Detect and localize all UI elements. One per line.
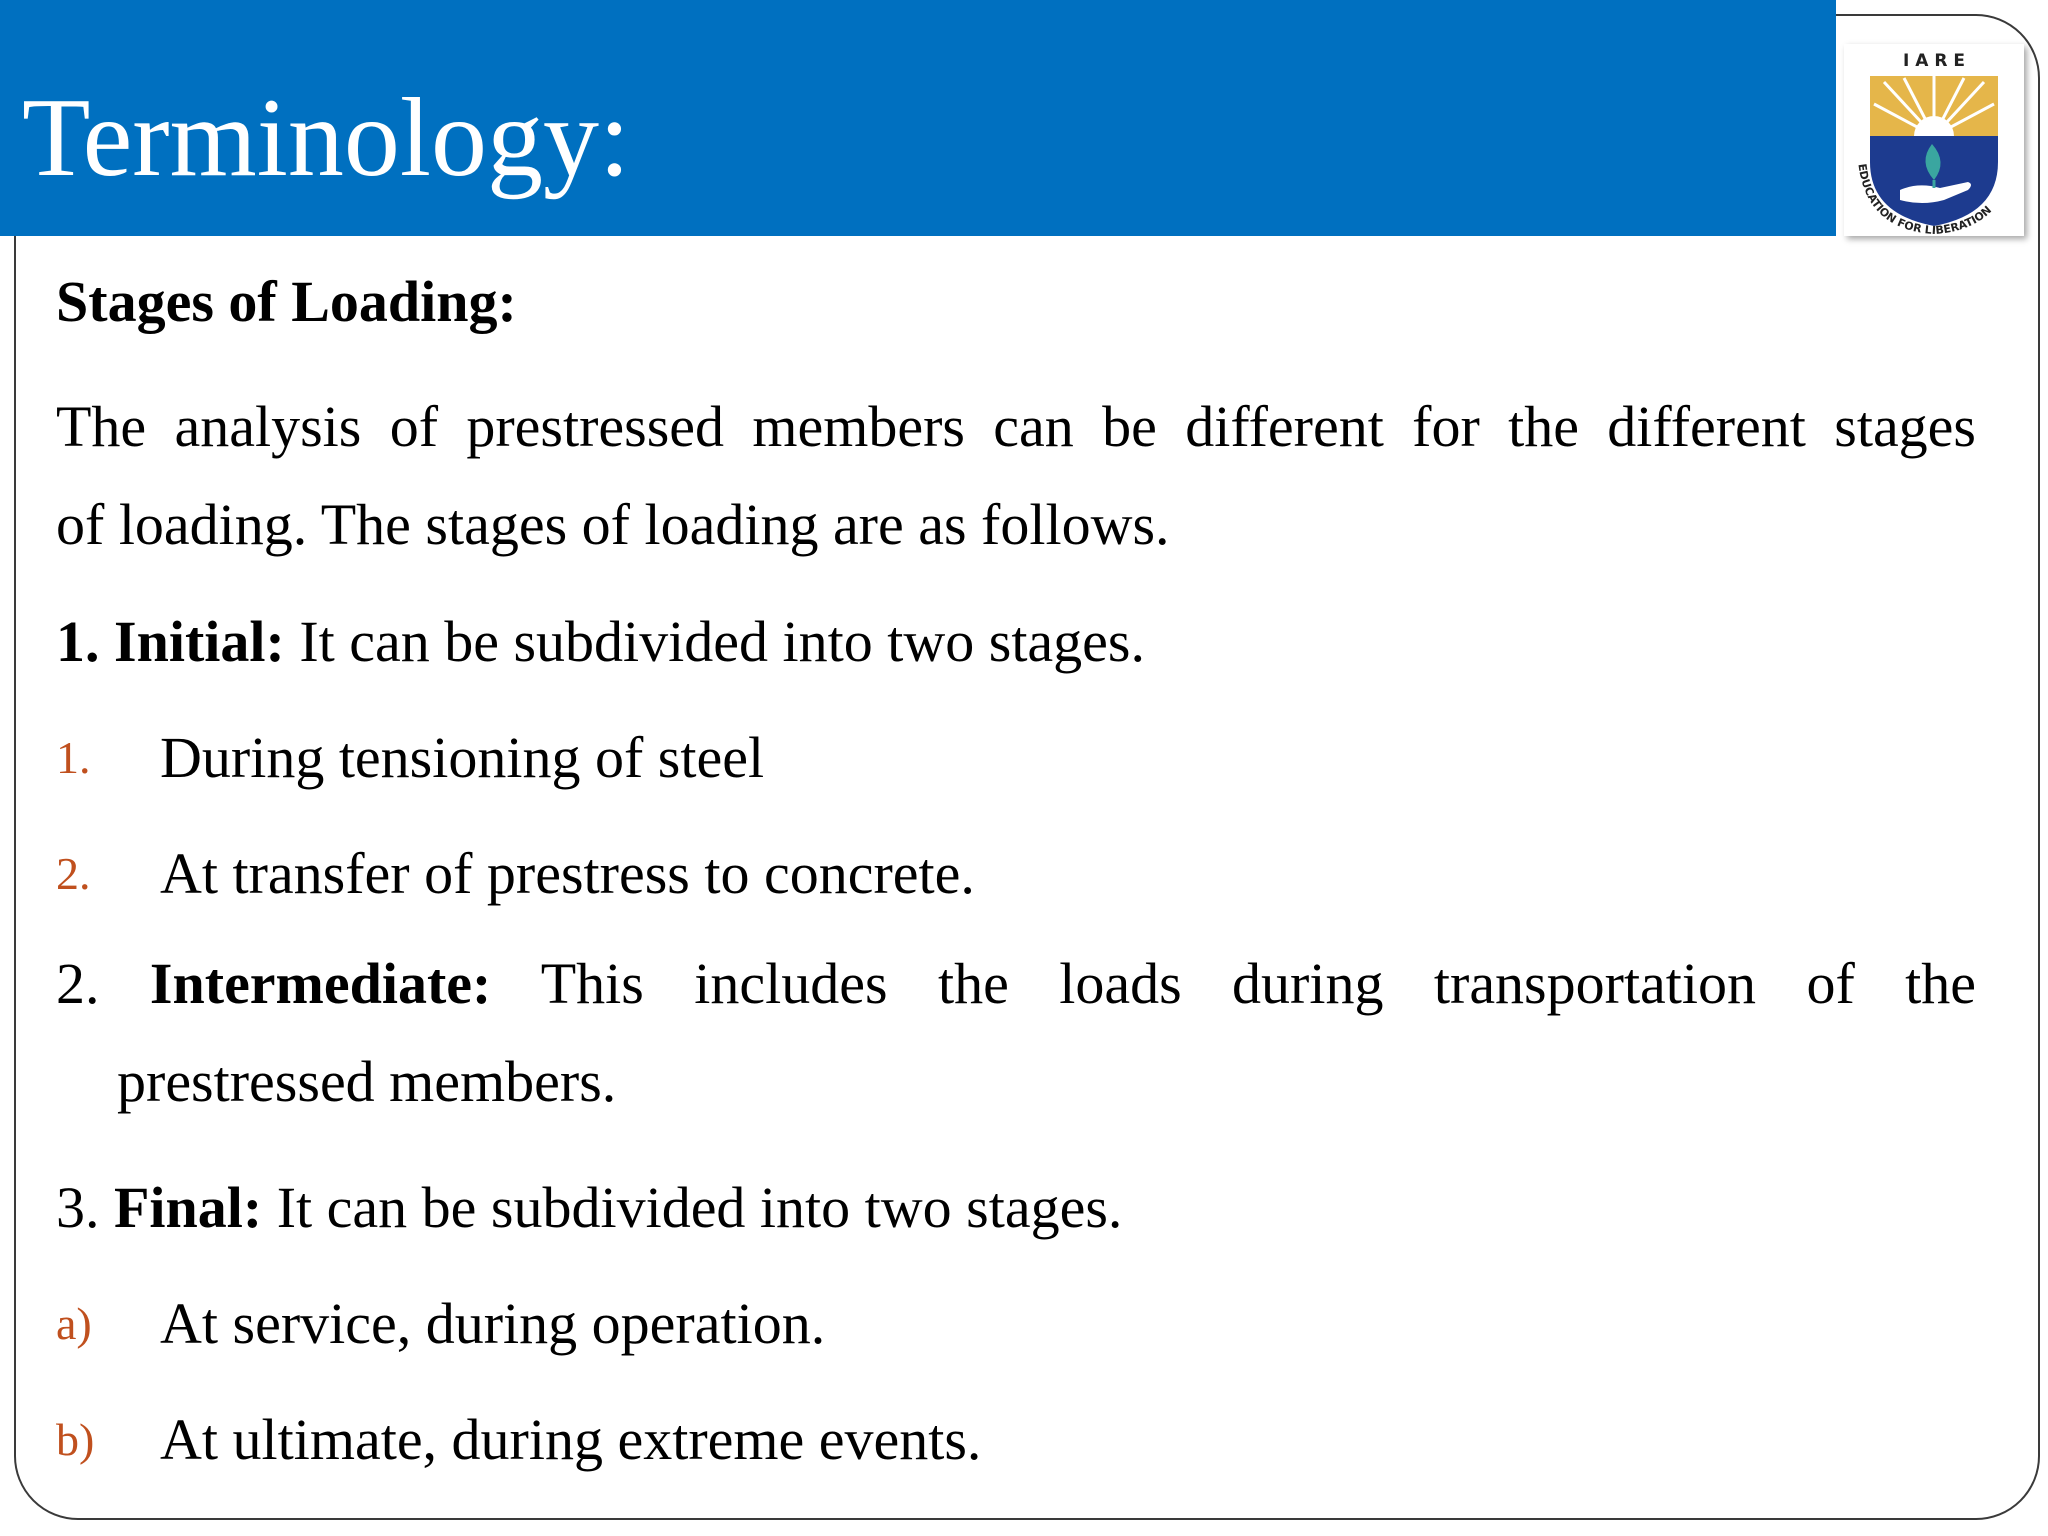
logo-ring-text: EDUCATION FOR LIBERATION	[1855, 162, 1995, 236]
logo-top-text: I A R E	[1903, 51, 1965, 71]
sub-item	[56, 700, 1976, 816]
initial-label: Initial:	[114, 609, 285, 674]
intro-paragraph	[56, 378, 1976, 574]
sub-item-marker: 1.	[56, 732, 91, 783]
sub-item-text: At ultimate, during extreme events.	[160, 1407, 982, 1472]
intermediate-line-1	[56, 950, 1976, 1048]
title-bar	[0, 0, 1836, 236]
intro-line-1: The analysis of prestressed members can be different for the different stages	[56, 394, 1976, 459]
slide-body	[56, 262, 1976, 1498]
intermediate-label: Intermediate:	[149, 951, 492, 1016]
final-text: It can be subdivided into two stages.	[276, 1175, 1123, 1240]
intro-line-2: of loading. The stages of loading are as follows.	[56, 492, 1170, 557]
iare-logo	[1844, 44, 2024, 236]
intermediate-number: 2.	[56, 951, 100, 1016]
final-label: Final:	[114, 1175, 263, 1240]
intermediate-text-1: This includes the loads during transportation of the	[540, 951, 1977, 1016]
sub-item	[56, 816, 1976, 932]
intermediate-line-2: prestressed members.	[117, 1049, 617, 1114]
sub-item	[56, 1266, 1976, 1382]
sub-item-marker: a)	[56, 1298, 92, 1349]
sub-item	[56, 1382, 1976, 1498]
sub-item-text: At service, during operation.	[160, 1291, 826, 1356]
sub-item-marker: b)	[56, 1414, 95, 1465]
slide-title: Terminology:	[22, 76, 631, 200]
initial-number: 1.	[56, 609, 100, 674]
list-item-intermediate	[56, 950, 1976, 1146]
list-item-final	[56, 1150, 1976, 1266]
sub-item-text: During tensioning of steel	[160, 725, 765, 790]
list-item-initial	[56, 584, 1976, 700]
initial-text: It can be subdivided into two stages.	[299, 609, 1145, 674]
sub-item-marker: 2.	[56, 848, 91, 899]
section-heading: Stages of Loading:	[56, 269, 517, 334]
sub-item-text: At transfer of prestress to concrete.	[160, 841, 975, 906]
final-number: 3.	[56, 1175, 100, 1240]
